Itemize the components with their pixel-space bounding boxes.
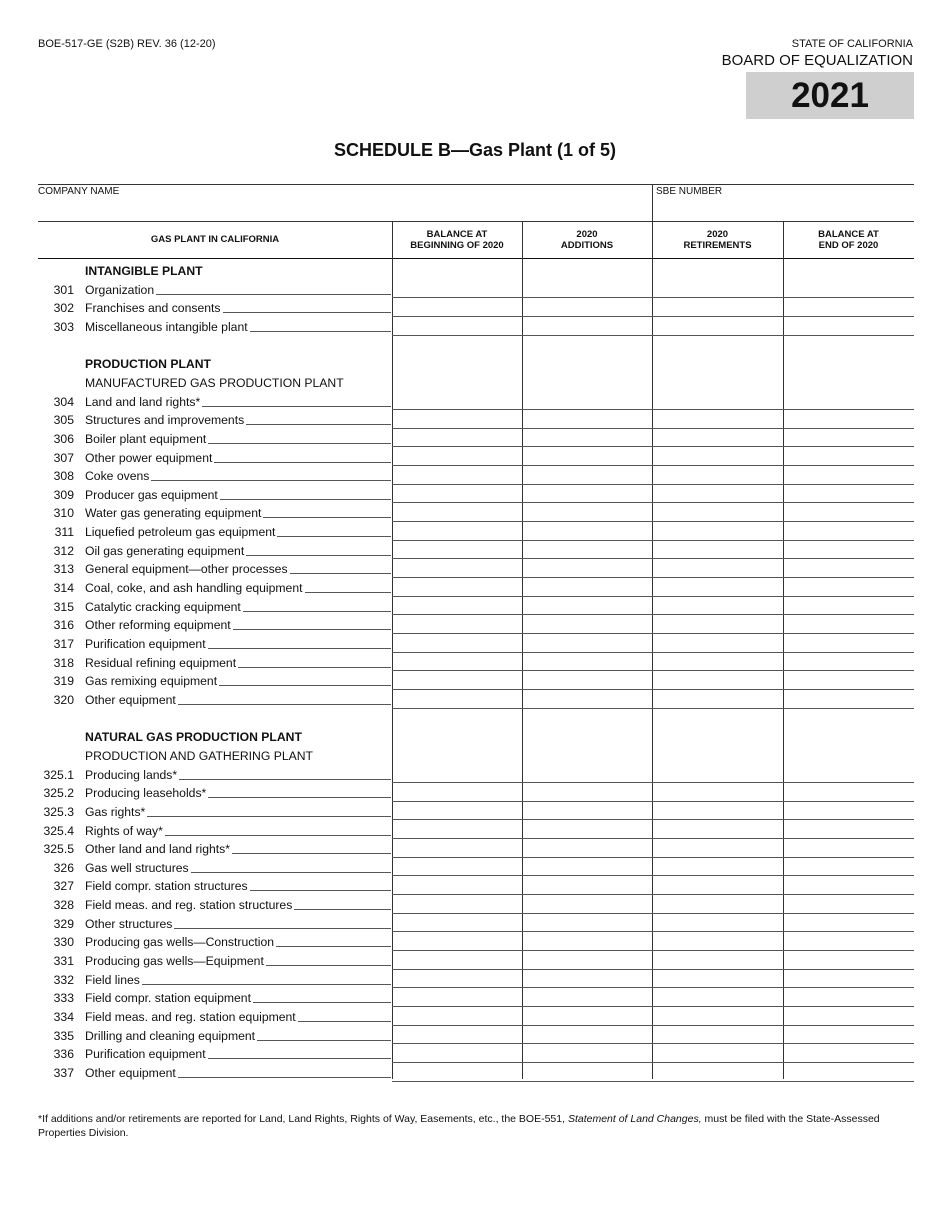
line-number: 320 (53, 692, 74, 707)
leader-line (156, 283, 391, 295)
line-description: Other structures (85, 917, 391, 931)
table-row (38, 1007, 914, 1026)
leader-line (179, 768, 391, 780)
line-description: Field meas. and reg. station structures (85, 898, 391, 912)
line-description: Coke ovens (85, 469, 391, 483)
line-number: 331 (53, 954, 74, 969)
leader-line (232, 842, 391, 854)
line-description: Purification equipment (85, 637, 391, 651)
table-row (38, 410, 914, 429)
entry-cells[interactable] (392, 1081, 914, 1082)
line-number: 327 (53, 879, 74, 894)
table-row (38, 671, 914, 690)
leader-line (238, 656, 391, 668)
footnote: *If additions and/or retirements are reported for Land, Land Rights, Rights of Way, Easements, etc., the BOE-551, Statement of Land Changes, must be filed with the State-Assessed Properties Division. (38, 1113, 880, 1139)
line-number: 301 (53, 282, 74, 297)
table-row (38, 466, 914, 485)
table-row (38, 821, 914, 840)
company-name-field[interactable]: COMPANY NAME (38, 186, 120, 197)
leader-line (178, 693, 391, 705)
table-row (38, 317, 914, 336)
col-header-plant: GAS PLANT IN CALIFORNIA (150, 234, 280, 245)
line-description: Liquefied petroleum gas equipment (85, 525, 391, 539)
table-row (38, 503, 914, 522)
table-row (38, 653, 914, 672)
line-number: 325.1 (43, 767, 74, 782)
leader-line (214, 451, 391, 463)
leader-line (246, 544, 391, 556)
table-row (38, 876, 914, 895)
line-description: Franchises and consents (85, 301, 391, 315)
line-number: 325.3 (43, 804, 74, 819)
leader-line (174, 917, 391, 929)
line-number: 319 (53, 674, 74, 689)
table-row (38, 392, 914, 411)
line-number: 314 (53, 581, 74, 596)
leader-line (243, 600, 391, 612)
col-header-retirements: 2020 RETIREMENTS (683, 228, 752, 251)
line-description: Producing gas wells—Equipment (85, 954, 391, 968)
line-description: NATURAL GAS PRODUCTION PLANT (85, 730, 302, 745)
table-row (38, 783, 914, 802)
line-number: 328 (53, 898, 74, 913)
leader-line (178, 1066, 391, 1078)
line-number: 316 (53, 618, 74, 633)
table-row (38, 988, 914, 1007)
leader-line (294, 898, 391, 910)
table-row (38, 1063, 914, 1082)
line-description: Land and land rights* (85, 395, 391, 409)
line-number: 336 (53, 1047, 74, 1062)
line-description: Field compr. station structures (85, 879, 391, 893)
line-description: Other land and land rights* (85, 842, 391, 856)
leader-line (276, 935, 391, 947)
table-row (38, 541, 914, 560)
line-description: Gas rights* (85, 805, 391, 819)
sbe-divider (652, 184, 653, 222)
line-description: Producing gas wells—Construction (85, 935, 391, 949)
leader-line (208, 432, 391, 444)
leader-line (250, 320, 391, 332)
line-description: Gas remixing equipment (85, 674, 391, 688)
leader-line (257, 1029, 391, 1041)
table-row (38, 1026, 914, 1045)
line-number: 305 (53, 413, 74, 428)
line-description: Oil gas generating equipment (85, 544, 391, 558)
table-row (38, 802, 914, 821)
line-description: Organization (85, 283, 391, 297)
table-row (38, 951, 914, 970)
line-description: Field meas. and reg. station equipment (85, 1010, 391, 1024)
line-number: 329 (53, 916, 74, 931)
table-row (38, 578, 914, 597)
line-description: Other equipment (85, 1066, 391, 1080)
line-description: Miscellaneous intangible plant (85, 320, 391, 334)
line-number: 309 (53, 487, 74, 502)
line-description: Water gas generating equipment (85, 506, 391, 520)
leader-line (277, 525, 391, 537)
leader-line (147, 805, 391, 817)
line-description: Catalytic cracking equipment (85, 600, 391, 614)
leader-line (298, 1010, 391, 1022)
table-row (38, 597, 914, 616)
table-row (38, 932, 914, 951)
line-description: Other power equipment (85, 451, 391, 465)
table-row (38, 858, 914, 877)
line-description: PRODUCTION AND GATHERING PLANT (85, 748, 313, 763)
line-description: INTANGIBLE PLANT (85, 264, 203, 278)
table-row (38, 914, 914, 933)
line-description: MANUFACTURED GAS PRODUCTION PLANT (85, 375, 344, 390)
leader-line (142, 973, 391, 985)
line-description: Residual refining equipment (85, 656, 391, 670)
page-title: SCHEDULE B—Gas Plant (1 of 5) (333, 140, 617, 160)
leader-line (165, 824, 391, 836)
line-number: 302 (53, 301, 74, 316)
section-heading-row (38, 261, 914, 280)
leader-line (305, 581, 392, 593)
leader-line (250, 879, 391, 891)
line-number: 325.5 (43, 842, 74, 857)
line-number: 312 (53, 543, 74, 558)
sbe-number-field[interactable]: SBE NUMBER (656, 186, 723, 197)
col-header-balance-end: BALANCE AT END OF 2020 (818, 228, 879, 251)
agency-label: BOARD OF EQUALIZATION (721, 52, 913, 69)
line-number: 318 (53, 655, 74, 670)
line-number: 308 (53, 469, 74, 484)
line-number: 335 (53, 1028, 74, 1043)
line-number: 307 (53, 450, 74, 465)
leader-line (202, 395, 391, 407)
section-heading-row (38, 727, 914, 746)
table-row (38, 615, 914, 634)
line-description: Coal, coke, and ash handling equipment (85, 581, 391, 595)
line-number: 337 (53, 1065, 74, 1080)
leader-line (219, 674, 391, 686)
col-header-additions: 2020 ADDITIONS (560, 228, 614, 251)
line-number: 334 (53, 1010, 74, 1024)
leader-line (290, 562, 391, 574)
table-row (38, 1044, 914, 1063)
year-badge: 2021 (746, 72, 914, 119)
line-description: Drilling and cleaning equipment (85, 1029, 391, 1043)
line-description: Rights of way* (85, 824, 391, 838)
section-heading-row (38, 336, 914, 355)
line-number: 310 (53, 506, 74, 521)
line-description: Other equipment (85, 693, 391, 707)
leader-line (191, 861, 391, 873)
table-row (38, 634, 914, 653)
table-row (38, 970, 914, 989)
table-row (38, 280, 914, 299)
line-description: Producing leaseholds* (85, 786, 391, 800)
section-heading-row (38, 709, 914, 728)
table-row (38, 765, 914, 784)
line-description: Field compr. station equipment (85, 991, 391, 1005)
line-number: 325.2 (43, 786, 74, 801)
line-description: Gas well structures (85, 861, 391, 875)
leader-line (151, 469, 391, 481)
section-heading-row (38, 354, 914, 373)
leader-line (208, 1047, 391, 1059)
line-number: 332 (53, 972, 74, 987)
leader-line (233, 618, 391, 630)
table-row (38, 690, 914, 709)
line-description: Boiler plant equipment (85, 432, 391, 446)
line-number: 311 (54, 525, 74, 540)
line-number: 317 (53, 637, 74, 651)
line-description: Producer gas equipment (85, 488, 391, 502)
line-description: Structures and improvements (85, 413, 391, 427)
header-rule (38, 184, 914, 185)
line-description: Producing lands* (85, 768, 391, 782)
col-header-balance-begin: BALANCE AT BEGINNING OF 2020 (410, 228, 504, 251)
section-heading-row (38, 373, 914, 392)
table-row (38, 839, 914, 858)
line-description: Field lines (85, 973, 391, 987)
table-row (38, 522, 914, 541)
line-description: Purification equipment (85, 1047, 391, 1061)
leader-line (263, 506, 391, 518)
line-number: 303 (53, 319, 74, 334)
table-row (38, 485, 914, 504)
table-row (38, 559, 914, 578)
line-number: 304 (53, 394, 74, 409)
leader-line (246, 413, 391, 425)
leader-line (253, 991, 391, 1003)
line-description: Other reforming equipment (85, 618, 391, 632)
section-heading-row (38, 746, 914, 765)
line-description: General equipment—other processes (85, 562, 391, 576)
line-description: PRODUCTION PLANT (85, 357, 211, 372)
table-row (38, 298, 914, 317)
form-number: BOE-517-GE (S2B) REV. 36 (12-20) (38, 38, 216, 50)
table-row (38, 895, 914, 914)
line-number: 330 (53, 935, 74, 950)
leader-line (223, 301, 392, 313)
leader-line (208, 786, 391, 798)
line-number: 306 (53, 431, 74, 446)
leader-line (266, 954, 391, 966)
leader-line (220, 488, 391, 500)
line-number: 313 (53, 562, 74, 577)
table-row (38, 429, 914, 448)
line-number: 333 (53, 991, 74, 1006)
leader-line (208, 637, 391, 649)
line-number: 325.4 (43, 823, 74, 838)
line-number: 315 (53, 599, 74, 614)
state-label: STATE OF CALIFORNIA (791, 38, 913, 50)
table-row (38, 448, 914, 467)
line-number: 326 (53, 860, 74, 875)
